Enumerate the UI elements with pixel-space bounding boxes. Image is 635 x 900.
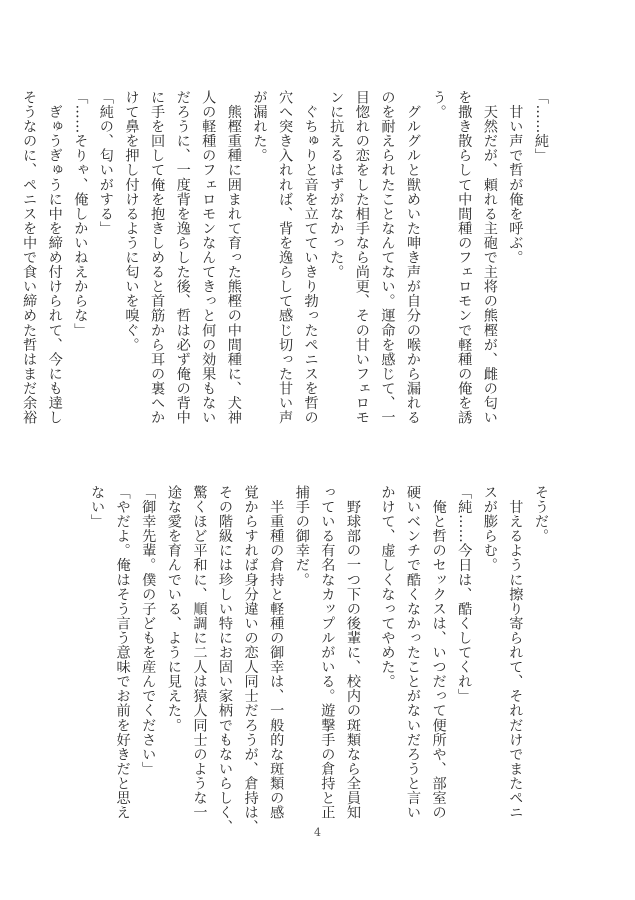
text-line: が漏れた。	[251, 90, 268, 163]
text-line: 天然だが、頼れる主砲で主将の熊樫が、雌の匂い	[481, 90, 498, 425]
text-line: 捕手の御幸だ。	[293, 485, 310, 587]
text-line: ぐちゅりと音を立てていきり勃ったペニスを哲の	[302, 90, 319, 425]
text-line: っている有名なカップルがいる。遊撃手の倉持と正	[319, 485, 336, 820]
text-line: を撒き散らして中間種のフェロモンで軽種の俺を誘	[456, 90, 473, 425]
text-line: 「やだよ。俺はそう言う意味でお前を好きだと思え	[114, 485, 131, 820]
text-line: 覚からすれば身分違いの恋人同士だろうが、倉持は、	[242, 485, 259, 835]
text-line: スが膨らむ。	[481, 485, 498, 573]
text-line: 目惚れの恋をした相手なら尚更、その甘いフェロモ	[353, 90, 370, 425]
text-line: う。	[430, 90, 447, 120]
text-line: 「純……今日は、酷くしてくれ」	[456, 485, 473, 704]
text-line: そうだ。	[533, 485, 549, 544]
page-number: 4	[314, 826, 321, 839]
text-line: 途な愛を育んでいる、ように見えた。	[165, 485, 182, 733]
text-line: だろうに、一度背を逸らした後、哲は必ず俺の背中	[174, 90, 191, 425]
text-line: 「……純」	[533, 90, 549, 163]
text-line: グルグルと獣めいた呻き声が自分の喉から漏れる	[405, 90, 422, 425]
text-line: 熊樫重種に囲まれて育った熊樫の中間種に、犬神	[225, 90, 242, 425]
text-line: そうなのに、ペニスを中で食い締めた哲はまだ余裕	[21, 90, 38, 425]
text-line: 人の軽種のフェロモンなんてきっと何の効果もない	[200, 90, 217, 425]
text-line: ない」	[89, 485, 106, 529]
text-line: 俺と哲のセックスは、いつだって便所や、部室の	[430, 485, 447, 820]
text-line: 甘えるように擦り寄られて、それだけでまたペニ	[507, 485, 524, 820]
text-line: その階級には珍しい特にお固い家柄でもないらしく、	[217, 485, 234, 835]
bottom-left-text-block	[89, 485, 365, 835]
bottom-right-text-block	[378, 485, 553, 820]
text-line: ンに抗えるはずがなかった。	[328, 90, 345, 280]
text-line: 野球部の一つ下の後輩に、校内の斑類なら全員知	[345, 485, 361, 820]
text-line: のを耐えられたことなんてない。運命を感じて、一	[379, 90, 396, 425]
text-line: 「……そりゃ、俺しかいねえからな」	[72, 90, 89, 338]
text-line: 半重種の倉持と軽種の御幸は、一般的な斑類の感	[268, 485, 285, 820]
top-text-block	[21, 90, 553, 425]
text-line: 「御幸先輩。僕の子どもを産んでください」	[140, 485, 157, 776]
text-line: けて鼻を押し付けるように匂いを嗅ぐ。	[123, 90, 140, 352]
text-line: かけて、虚しくなってやめた。	[379, 485, 396, 689]
text-line: 「純の、匂いがする」	[97, 90, 114, 236]
text-line: 穴へ突き入れれば、背を逸らして感じ切った甘い声	[277, 90, 294, 425]
text-line: ぎゅうぎゅうに中を締め付けられて、今にも達し	[46, 90, 63, 425]
text-line: 硬いベンチで酷くなかったことがないだろうと言い	[405, 485, 422, 820]
text-line: 驚くほど平和に、順調に二人は猿人同士のような一	[191, 485, 208, 820]
text-line: 甘い声で哲が俺を呼ぶ。	[507, 90, 524, 265]
text-line: に手を回して俺を抱きしめると首筋から耳の裏へか	[149, 90, 166, 425]
